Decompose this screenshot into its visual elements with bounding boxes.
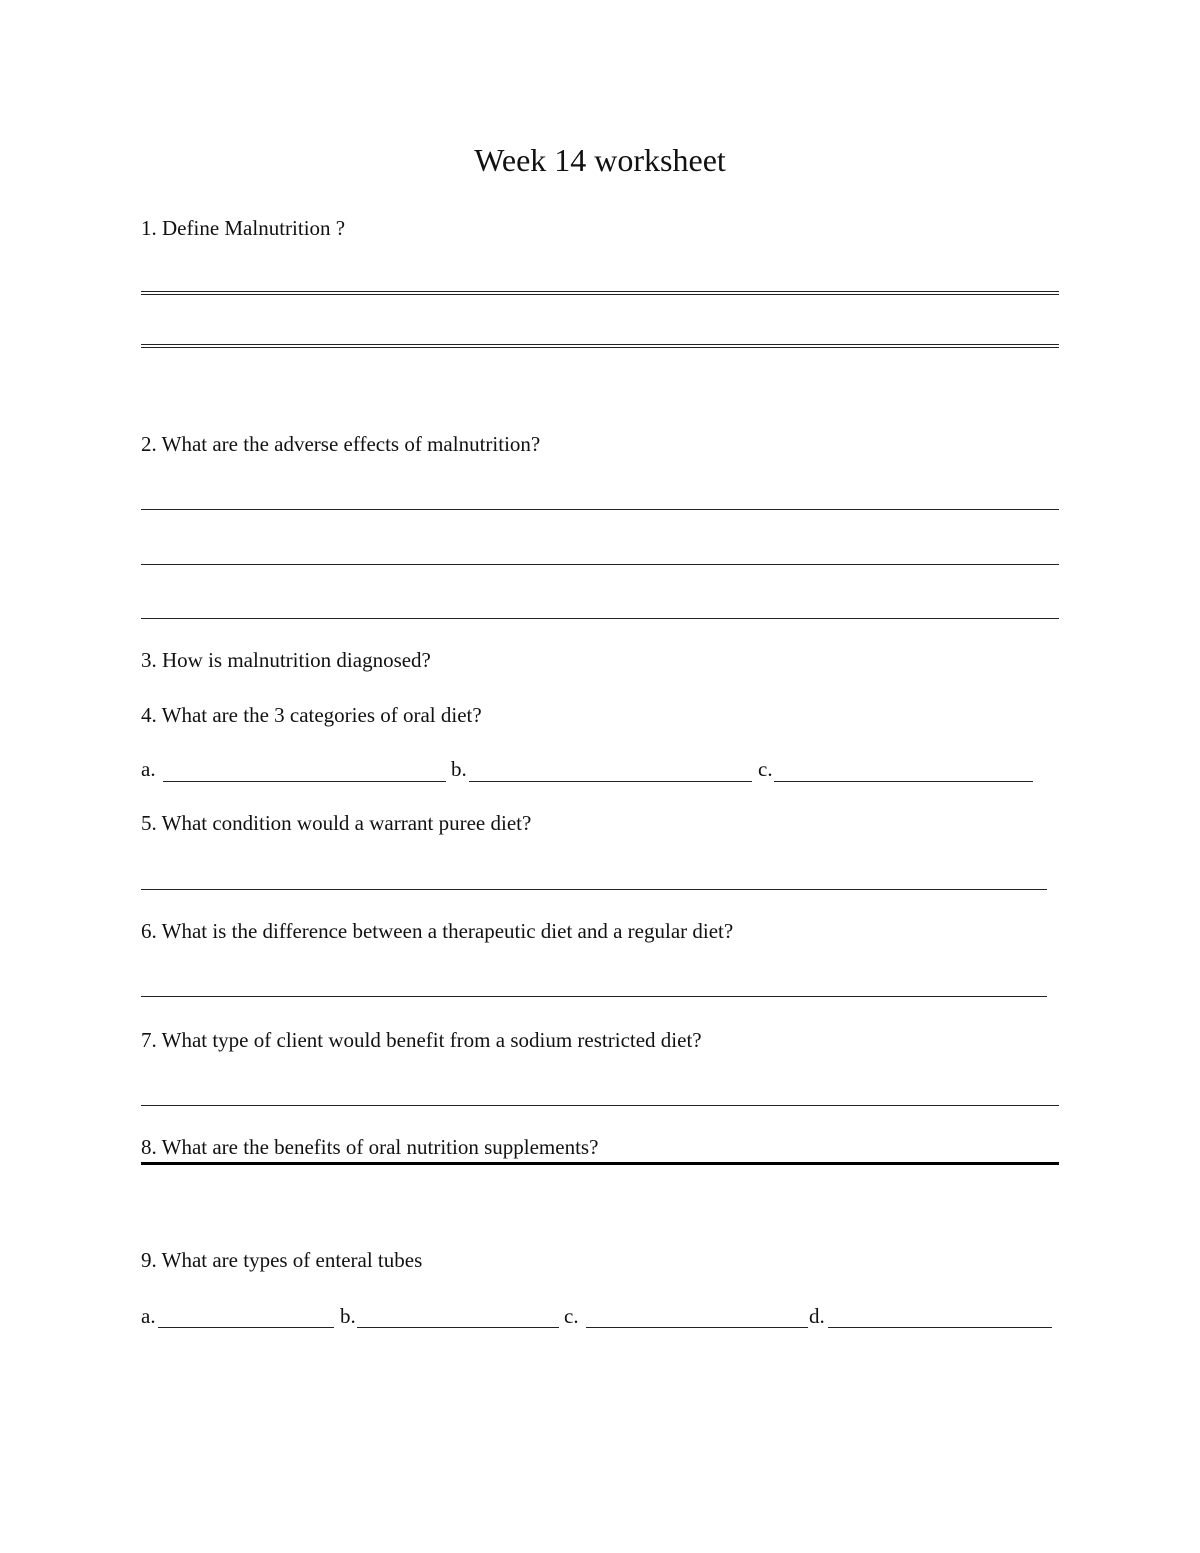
answer-line-1a-double (141, 294, 1059, 295)
q9-label-c: c. (564, 1304, 579, 1328)
q4-label-c: c. (758, 757, 773, 781)
question-7: 7. What type of client would benefit from a sodium restricted diet? (141, 1028, 702, 1052)
question-5: 5. What condition would a warrant puree diet? (141, 811, 532, 835)
question-1: 1. Define Malnutrition ? (141, 216, 346, 240)
q9-label-d: d. (809, 1304, 825, 1328)
q9-label-a: a. (141, 1304, 156, 1328)
answer-line-1b[interactable] (141, 344, 1059, 345)
q9-label-b: b. (340, 1304, 356, 1328)
q9-blank-d[interactable] (828, 1327, 1052, 1328)
question-8: 8. What are the benefits of oral nutrition supplements? (141, 1135, 599, 1159)
page-title: Week 14 worksheet (474, 142, 726, 178)
q4-blank-c[interactable] (774, 781, 1033, 782)
answer-line-5[interactable] (141, 889, 1047, 890)
answer-line-8[interactable] (141, 1162, 1059, 1165)
answer-line-2c[interactable] (141, 618, 1059, 619)
answer-line-1b-double (141, 347, 1059, 348)
q9-blank-c[interactable] (586, 1327, 808, 1328)
answer-line-2b[interactable] (141, 564, 1059, 565)
question-2: 2. What are the adverse effects of malnutrition? (141, 432, 541, 456)
question-4: 4. What are the 3 categories of oral diet? (141, 703, 482, 727)
q9-blank-b[interactable] (357, 1327, 559, 1328)
q4-label-b: b. (451, 757, 467, 781)
q4-label-a: a. (141, 757, 156, 781)
question-9: 9. What are types of enteral tubes (141, 1248, 423, 1272)
answer-line-6[interactable] (141, 996, 1047, 997)
question-3: 3. How is malnutrition diagnosed? (141, 648, 431, 672)
answer-line-7[interactable] (141, 1105, 1059, 1106)
question-6: 6. What is the difference between a therapeutic diet and a regular diet? (141, 919, 734, 943)
q4-blank-a[interactable] (163, 781, 446, 782)
q4-blank-b[interactable] (469, 781, 752, 782)
answer-line-1a[interactable] (141, 291, 1059, 292)
answer-line-2a[interactable] (141, 509, 1059, 510)
q9-blank-a[interactable] (158, 1327, 334, 1328)
